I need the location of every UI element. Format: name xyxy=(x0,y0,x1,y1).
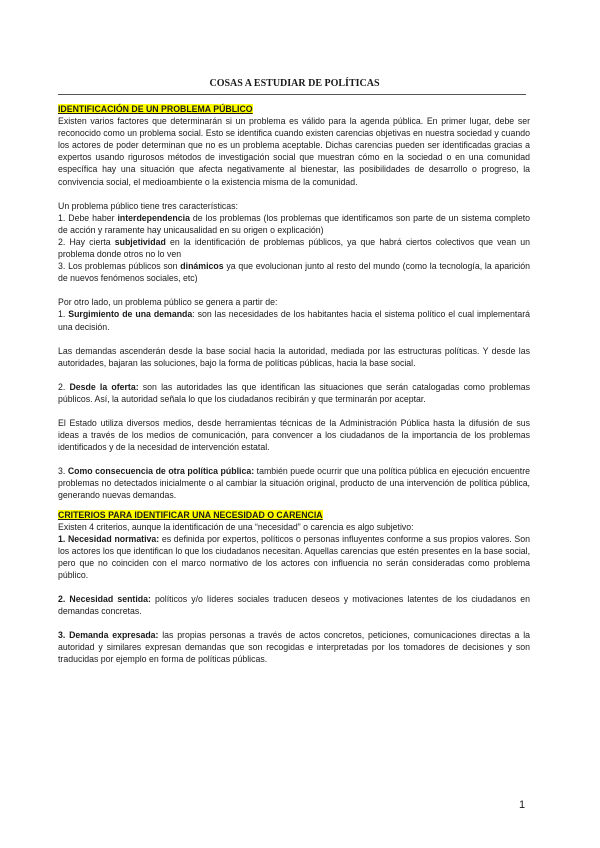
characteristic-1: 1. Debe haber interdependencia de los problemas (los problemas que identificamos son parte de un sistema completo de acción y raramente hay unicausalidad en su origen o explicación) xyxy=(58,212,530,235)
page-number: 1 xyxy=(519,799,526,811)
section-heading-criterios: CRITERIOS PARA IDENTIFICAR UNA NECESIDAD O CARENCIA xyxy=(58,509,323,520)
generation-item-1-detail: Las demandas ascenderán desde la base social hacia la autoridad, mediada por las estructuras políticas. Y desde las autoridades, bajaran las soluciones, bajo la forma de políticas públicas, hacia la base social. xyxy=(58,345,530,368)
generation-intro: Por otro lado, un problema público se genera a partir de: xyxy=(58,297,278,308)
generation-item-3: 3. Como consecuencia de otra política pública: también puede ocurrir que una política pública en ejecución encuentre problemas no detectados inicialmente o al cambiar la situación original, producto de una intervención de política pública, generando nuevas demandas. xyxy=(58,466,530,501)
intro-paragraph: Existen varios factores que determinarán si un problema es válido para la agenda pública. En primer lugar, debe ser reconocido como un problema social. Esto se identifica cuando existen carencias objetivas en nuestra sociedad y cuando los actores de poder determinan que no es un problema aceptable. Dichas carencias pueden ser identificadas gracias a expertos usando rigurosos métodos de investigación social que muestran cómo en la sociedad o en una comunidad específica hay una situación que afecta negativamente al bienestar, las posibilidades de desarrollo o progreso, la convivencia social, el medioambiente o la existencia misma de la comunidad. xyxy=(58,116,530,187)
page-title: COSAS A ESTUDIAR DE POLÍTICAS xyxy=(209,78,380,89)
criterion-2: 2. Necesidad sentida: políticos y/o líderes sociales traducen deseos y motivaciones latentes de los ciudadanos en demandas concretas. xyxy=(58,594,531,617)
generation-item-2-detail: El Estado utiliza diversos medios, desde herramientas técnicas de la Administración Pública hasta la difusión de sus ideas a través de los medios de comunicación, para convencer a los ciudadanos de la importancia de los problemas identificados y de la necesidad de intervención estatal. xyxy=(58,417,530,453)
characteristic-2: 2. Hay cierta subjetividad en la identificación de problemas públicos, ya que habrá ciertos colectivos que vean un problema donde otros no lo ven xyxy=(58,236,530,260)
characteristics-intro: Un problema público tiene tres características: xyxy=(58,200,238,211)
generation-item-2: 2. Desde la oferta: son las autoridades las que identifican las situaciones que serán catalogadas como problemas públicos. Así, la autoridad señala lo que los ciudadanos recibirán y que terminarán por aceptar. xyxy=(58,381,530,404)
criteria-intro: Existen 4 criterios, aunque la identificación de una “necesidad” o carencia es algo subjetivo: xyxy=(58,521,414,532)
document-body xyxy=(58,103,530,666)
characteristic-3: 3. Los problemas públicos son dinámicos ya que evolucionan junto al resto del mundo (como la tecnología, la aparición de nuevos fenómenos sociales, etc) xyxy=(58,261,530,284)
criterion-1: 1. Necesidad normativa: es definida por expertos, políticos o personas influyentes conforme a sus propios valores. Son los actores los que identifican lo que los ciudadanos necesitan. Aquellas carencias que estén presentes en la base social, pero que no coinciden con el marco normativo de los actores con influencia no serán consideradas como problema público. xyxy=(58,533,531,580)
criterion-3: 3. Demanda expresada: las propias personas a través de actos concretos, peticiones, comunicaciones directas a la autoridad y similares expresan demandas que son recogidas e interpretadas por los tomadores de decisiones y son traducidas por ejemplo en forma de políticas públicas. xyxy=(58,630,530,665)
title-divider xyxy=(58,94,526,95)
generation-item-1: 1. Surgimiento de una demanda: son las necesidades de los habitantes hacia el sistema político el cual implementará una decisión. xyxy=(58,309,530,332)
section-heading-identificacion: IDENTIFICACIÓN DE UN PROBLEMA PÚBLICO xyxy=(58,104,253,114)
